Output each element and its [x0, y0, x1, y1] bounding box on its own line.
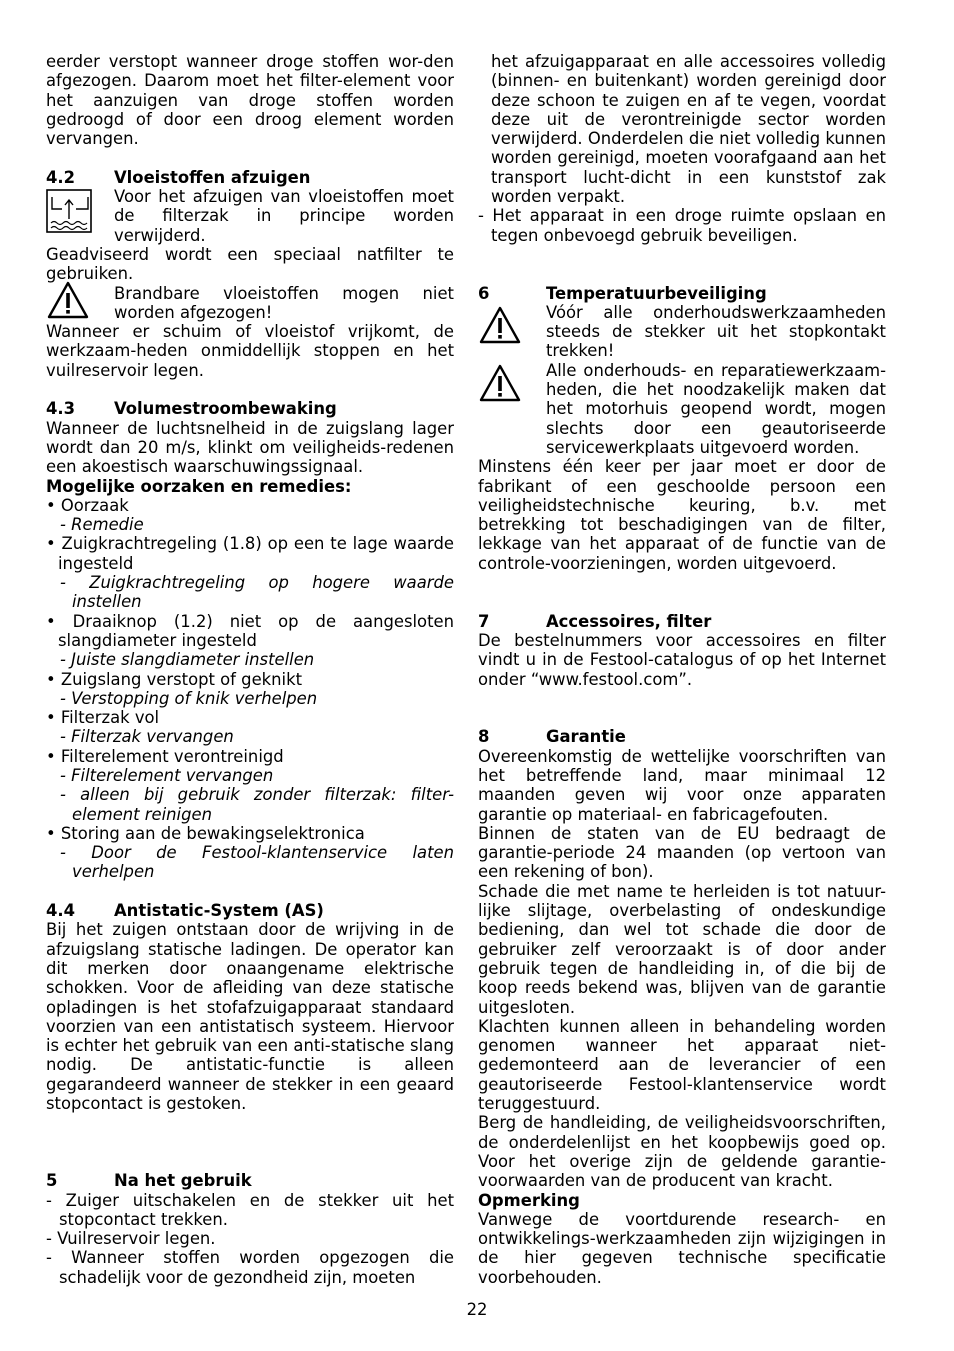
subheading: Mogelijke oorzaken en remedies: [46, 476, 352, 496]
list-item: • Oorzaak [46, 495, 129, 515]
list-item: • Filterelement verontreinigd [46, 746, 284, 766]
section-heading: 6 Temperatuurbeveiliging [478, 283, 767, 303]
section-heading: 8 Garantie [478, 727, 626, 747]
section-heading: 4.3 Volumestroombewaking [46, 399, 337, 419]
list-item: • Draaiknop (1.2) niet op de aangesloten slangdiameter ingesteld [46, 611, 454, 650]
warning-triangle-icon [478, 303, 546, 361]
list-item: - alleen bij gebruik zonder filterzak: filter-element reinigen [60, 785, 454, 824]
list-item: - Zuigkrachtregeling op hogere waarde instellen [60, 573, 454, 612]
wet-vacuum-icon [46, 187, 114, 245]
list-item: • Storing aan de bewakingselektronica [46, 823, 365, 843]
list-item: - Verstopping of knik verhelpen [60, 688, 318, 708]
section-heading: 7 Accessoires, filter [478, 611, 712, 631]
list-item: • Filterzak vol [46, 708, 160, 728]
warning-text: Vóór alle onderhoudswerkzaamheden steeds de stekker uit het stopkontakt trekken! [546, 302, 886, 361]
subheading: Opmerking [478, 1190, 580, 1210]
list-item: - Door de Festool-klantenservice laten verhelpen [60, 843, 454, 882]
list-item: - Juiste slangdiameter instellen [60, 650, 315, 670]
list-item: - Zuiger uitschakelen en de stekker uit het stopcontact trekken. [46, 1190, 454, 1229]
list-item: - Vuilreservoir legen. [46, 1229, 216, 1249]
section-heading: 5 Na het gebruik [46, 1171, 252, 1191]
warning-text: Brandbare vloeistoffen mogen niet worden afgezogen! [114, 283, 454, 322]
left-column: eerder verstopt wanneer droge stoffen wor-den afgezogen. Daarom moet het filter-element voor het aanzuigen van droge stoffen worden gedroogd of door een droog element worden vervangen. 4.2 Vloeistoffen afzuigen Voor het afzuigen van vloeistoffen moet de filterzak in principe worden verwijderd. Geadviseerd wordt een speciaal natfilter te gebruiken. Brandbare vloeistoffen mogen niet worden afgezogen! Wanneer er schuim of vloeistof vrijkomt, de werkzaam-heden onmiddellijk stoppen en het vuilreservoir legen. 4.3 Volumestroombewaking Wanneer de luchtsnelheid in de zuigslang lager wordt dan 20 m/s, klinkt om veiligheids-redenen een akoestisch waarschuwingssignaal. Mogelijke oorzaken en remedies: • Oorzaak - Remedie • Zuigkrachtregeling (1.8) op een te lage waarde ingesteld - Zuigkrachtregeling op hogere waarde instellen • Draaiknop (1.2) niet op de aangesloten slangdiameter ingesteld - Juiste slangdiameter instellen • Zuigslang verstopt of geknikt - Verstopping of knik verhelpen • Filterzak vol - Filterzak vervangen • Filterelement verontreinigd - Filterelement vervangen - alleen bij gebruik zonder filterzak: filter-element reinigen • Storing aan de bewakingselektronica - Door de Festool-klantenservice laten verhelpen 4.4 Antistatic-System (AS) Bij het zuigen ontstaan door de wrijving in de afzuigslang statische ladingen. De operator kan dit merken door onaangename elektrische schokken. Voor de afleiding van deze statische opladingen is het stofafzuigapparaat standaard voorzien van een antistatisch systeem. Hiervoor is echter het gebruik van een anti-statische slang nodig. De antistatic-functie is alleen gegarandeerd wanneer de stekker in een geaard stopcontact is gestoken. 5 Na het gebruik - Zuiger uitschakelen en de stekker uit het stopcontact trekken. - Vuilreservoir legen. - Wanneer stoffen worden opgezogen die schadelijk voor de gezondheid zijn, moeten [46, 52, 454, 1287]
section-heading: 4.4 Antistatic-System (AS) [46, 901, 324, 921]
list-item: - Wanneer stoffen worden opgezogen die schadelijk voor de gezondheid zijn, moeten [46, 1248, 454, 1287]
right-column: het afzuigapparaat en alle accessoires volledig (binnen- en buitenkant) worden gereinigd door deze schoon te zuigen en af te vegen, voordat deze uit de verontreinigde sector worden verwijderd. Onderdelen die niet volledig kunnen worden gereinigd, moeten voorafgaand aan het transport lucht-dicht in een kunststof zak worden verpakt. - Het apparaat in een droge ruimte opslaan en tegen onbevoegd gebruik beveiligen. 6 Temperatuurbeveiliging Vóór alle onderhoudswerkzaamheden steeds de stekker uit het stopkontakt trekken! Alle onderhouds- en reparatiewerkzaam-heden, die het noodzakelijk maken dat het motorhuis geopend wordt, mogen slechts door een geautoriseerde servicewerkplaats uitgevoerd worden. Minstens één keer per jaar moet er door de fabrikant of een geschoolde persoon een veiligheidstechnische keuring, b.v. met betrekking tot beschadigingen van de filter, lekkage van het apparaat of de functie van de controle-voorzieningen, worden uitgevoerd. 7 Accessoires, filter De bestelnummers voor accessoires en filter vindt u in de Festool-catalogus of op het Internet onder “www.festool.com”. 8 Garantie Overeenkomstig de wettelijke voorschriften van het betreffende land, maar minimaal 12 maanden geven wij voor onze apparaten garantie op materiaal- en fabricagefouten. Binnen de staten van de EU bedraagt de garantie-periode 24 maanden (op vertoon van een rekening of bon). Schade die met name te herleiden is tot natuur-lijke slijtage, overbelasting of ondeskundige bediening, dan wel tot schade die door de gebruiker zelf veroorzaakt is of door ander gebruik tegen de handleiding in, of die bij de koop reeds bekend was, blijven van de garantie uitgesloten. Klachten kunnen alleen in behandeling worden genomen wanneer het apparaat niet-gedemonteerd aan de leverancier of een geautoriseerde Festool-klantenservice wordt teruggestuurd. Berg de handleiding, de veiligheidsvoorschriften, de onderdelenlijst en het koopbewijs goed op. Voor het overige zijn de geldende garantie-voorwaarden van de producent van kracht. Opmerking Vanwege de voortdurende research- en ontwikkelings-werkzaamheden zijn wijzigingen in de hier gegeven technische specificatie voorbehouden. [478, 52, 886, 1287]
icon-note: Voor het afzuigen van vloeistoffen moet de filterzak in principe worden verwijderd. [114, 187, 454, 245]
list-item: - Filterelement vervangen [60, 765, 274, 785]
warning-text: Alle onderhouds- en reparatiewerkzaam-heden, die het noodzakelijk maken dat het motorhuis geopend wordt, mogen slechts door een geautoriseerde servicewerkplaats uitgevoerd worden. [546, 360, 886, 457]
page-number: 22 [466, 1300, 488, 1319]
list-item: • Zuigslang verstopt of geknikt [46, 669, 302, 689]
intro-paragraph: eerder verstopt wanneer droge stoffen wor-den afgezogen. Daarom moet het filter-element voor het aanzuigen van droge stoffen worden gedroogd of door een droog element worden vervangen. [46, 52, 454, 149]
list-item: - Remedie [60, 515, 144, 535]
warning-triangle-icon [46, 284, 114, 323]
section-heading: 4.2 Vloeistoffen afzuigen [46, 167, 311, 187]
warning-triangle-icon [478, 361, 546, 457]
list-item: - Het apparaat in een droge ruimte opslaan en tegen onbevoegd gebruik beveiligen. [478, 206, 886, 245]
list-item: • Zuigkrachtregeling (1.8) op een te lage waarde ingesteld [46, 534, 454, 573]
continued-paragraph: het afzuigapparaat en alle accessoires volledig (binnen- en buitenkant) worden gereinigd door deze schoon te zuigen en af te vegen, voordat deze uit de verontreinigde sector worden verwijderd. Onderdelen die niet volledig kunnen worden gereinigd, moeten voorafgaand aan het transport lucht-dicht in een kunststof zak worden verpakt. [491, 52, 886, 207]
list-item: - Filterzak vervangen [60, 727, 234, 747]
